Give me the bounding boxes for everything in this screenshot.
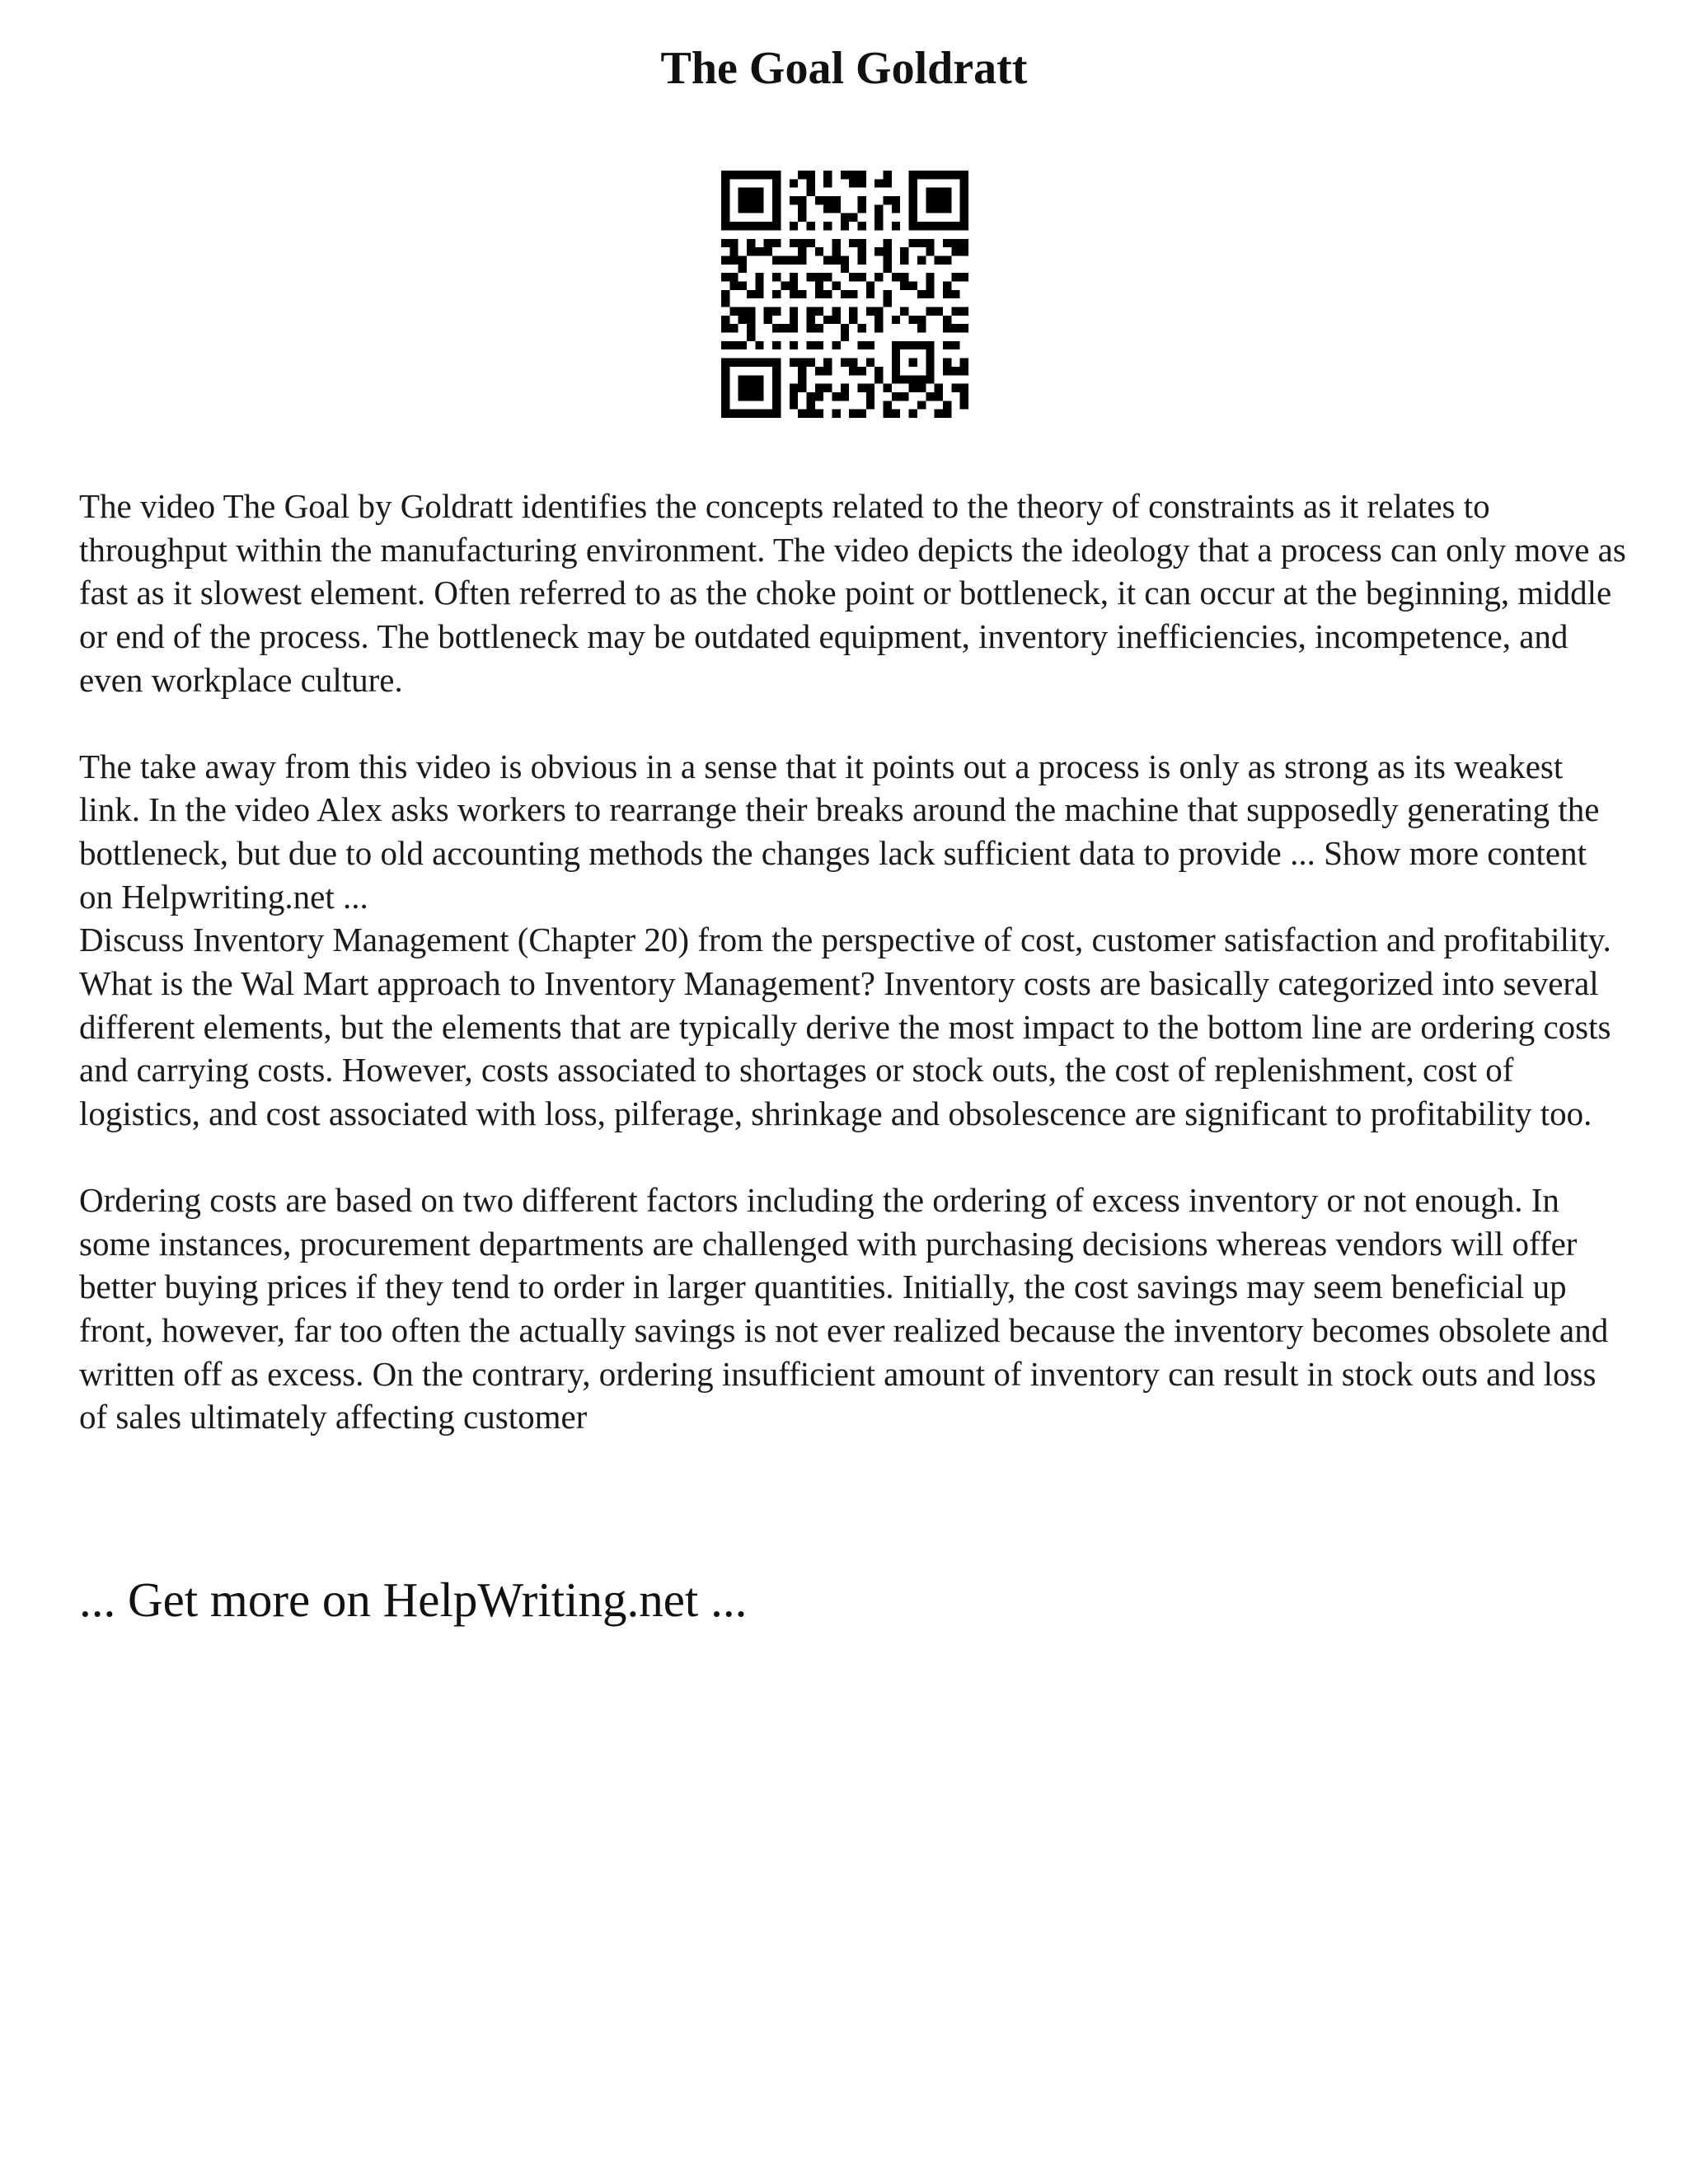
paragraph: Discuss Inventory Management (Chapter 20) from the perspective of cost, customer satisfaction and profitability. What is the Wal Mart approach to Inventory Management? Inventory costs are basically categorized into several different elements, but the elements that are typically derive the most impact to the bottom line are ordering costs and carrying costs. However, costs associated to shortages or stock outs, the cost of replenishment, cost of logistics, and cost associated with loss, pilferage, shrinkage and obsolescence are significant to profitability too. [79,921,1611,1133]
paragraph: Ordering costs are based on two different factors including the ordering of excess inventory or not enough. In some instances, procurement departments are challenged with purchasing decisions whereas vendors will offer better buying prices if they tend to order in larger quantities. Initially, the cost savings may seem beneficial up front, however, far too often the actually savings is not ever realized because the inventory becomes obsolete and written off as excess. On the contrary, ordering insufficient amount of inventory can result in stock outs and loss of sales ultimately affecting customer [79,1180,1609,1436]
qr-code-icon [721,171,968,418]
get-more-link[interactable]: ... Get more on HelpWriting.net ... [79,1572,748,1627]
article-body [79,485,1629,1439]
paragraph: The take away from this video is obvious in a sense that it points out a process is only as strong as its weakest link. In the video Alex asks workers to rearrange their breaks around the machine that supposedly generating the bottleneck, but due to old accounting methods the changes lack sufficient data to provide ... Show more content on Helpwriting.net ... [79,747,1600,916]
qr-code [721,171,968,418]
paragraph: The video The Goal by Goldratt identifies the concepts related to the theory of constraints as it relates to throughput within the manufacturing environment. The video depicts the ideology that a process can only move as fast as it slowest element. Often referred to as the choke point or bottleneck, it can occur at the beginning, middle or end of the process. The bottleneck may be outdated equipment, inventory inefficiencies, incompetence, and even workplace culture. [79,487,1626,699]
page-title: The Goal Goldratt [660,43,1028,94]
